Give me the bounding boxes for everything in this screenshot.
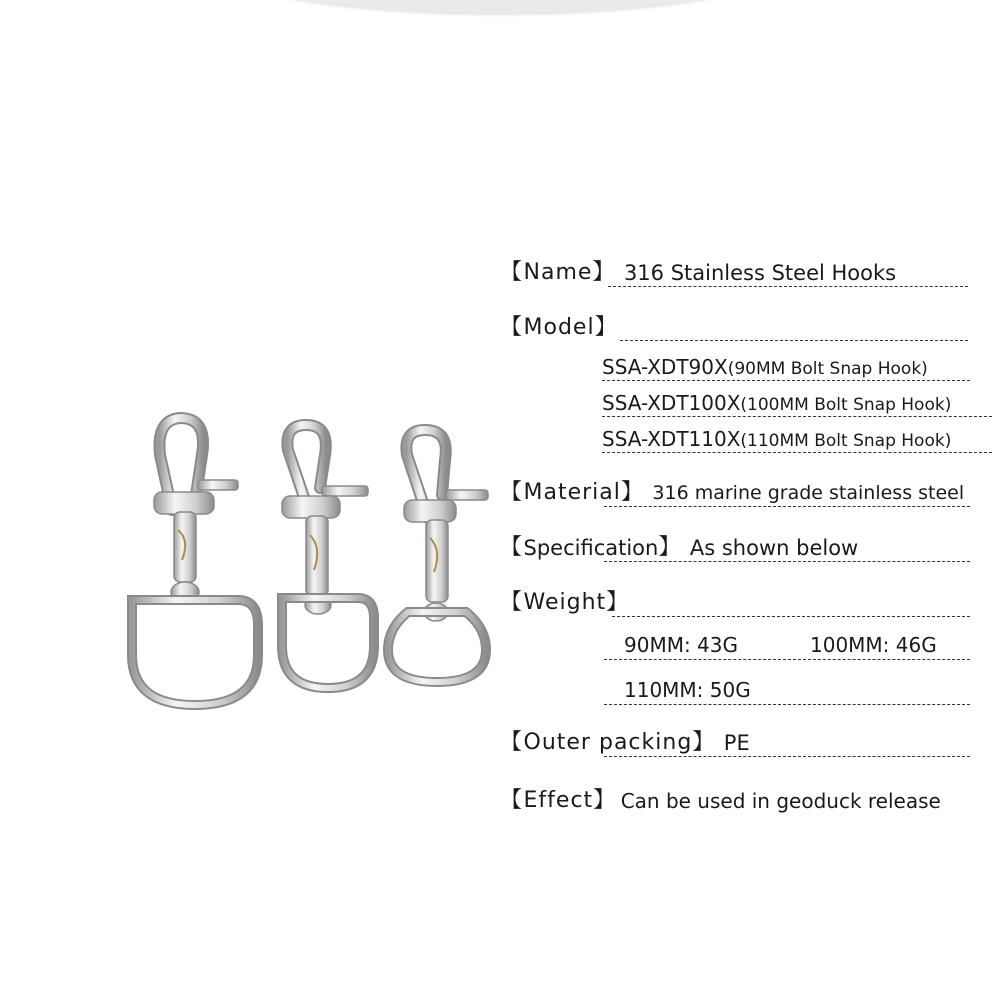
bracket-close: 】 [620,480,645,505]
model-line-2 [602,391,951,417]
weight-label: Weight [523,590,607,615]
bracket-open: 【 [500,315,524,340]
model-line-3 [602,427,951,453]
bracket-open: 【 [500,788,524,813]
effect-label: Effect [523,788,594,813]
model-line-1-underline [602,380,970,381]
weight-90mm: 90MM: 43G [624,633,739,657]
spec-row-specification [500,535,858,561]
name-label: Name [523,260,593,285]
bracket-close: 】 [593,788,617,813]
model-code: SSA-XDT90X [602,355,728,379]
bracket-open: 【 [500,730,524,755]
hook-90mm [132,418,258,705]
weight-line-1-underline [604,659,970,660]
model-line-1 [602,355,928,381]
bracket-open: 【 [500,480,524,505]
specification-underline [604,561,970,562]
name-value: 316 Stainless Steel Hooks [623,261,897,285]
bracket-open: 【 [500,590,524,615]
model-line-3-underline [602,452,992,453]
weight-110mm: 110MM: 50G [624,678,751,702]
specification-label: Specification [523,536,659,560]
material-underline [604,506,970,507]
packing-underline [604,756,970,757]
hook-110mm [388,430,488,682]
model-label: Model [523,315,595,340]
effect-value: Can be used in geoduck release [620,789,941,813]
weight-100mm: 100MM: 46G [810,633,937,657]
model-code: SSA-XDT100X [602,391,741,415]
spec-row-name [500,260,896,286]
weight-underline [612,616,970,617]
bracket-close: 】 [592,260,616,285]
spec-row-effect [500,788,941,814]
material-label: Material [523,480,621,505]
material-value: 316 marine grade stainless steel [652,482,965,504]
model-desc: (100MM Bolt Snap Hook) [740,395,952,415]
spec-row-weight [500,590,630,616]
spec-row-model [500,315,618,341]
bracket-close: 】 [594,315,619,340]
spec-row-material [500,480,964,506]
model-code: SSA-XDT110X [602,427,741,451]
model-desc: (110MM Bolt Snap Hook) [740,431,952,451]
specification-value: As shown below [689,536,859,560]
top-arc-decoration [200,0,800,15]
bracket-close: 】 [658,535,682,560]
hook-100mm [282,425,374,688]
name-underline [608,286,968,287]
bracket-close: 】 [606,590,630,615]
bracket-close: 】 [692,730,716,755]
hooks-product-image [110,400,510,720]
weight-line-2-underline [604,704,970,705]
bracket-open: 【 [500,260,524,285]
model-line-2-underline [602,416,992,417]
spec-row-packing [500,730,750,756]
model-desc: (90MM Bolt Snap Hook) [727,359,928,379]
bracket-open: 【 [500,535,524,560]
model-underline [620,340,968,341]
packing-label: Outer packing [523,730,693,755]
packing-value: PE [723,731,750,755]
